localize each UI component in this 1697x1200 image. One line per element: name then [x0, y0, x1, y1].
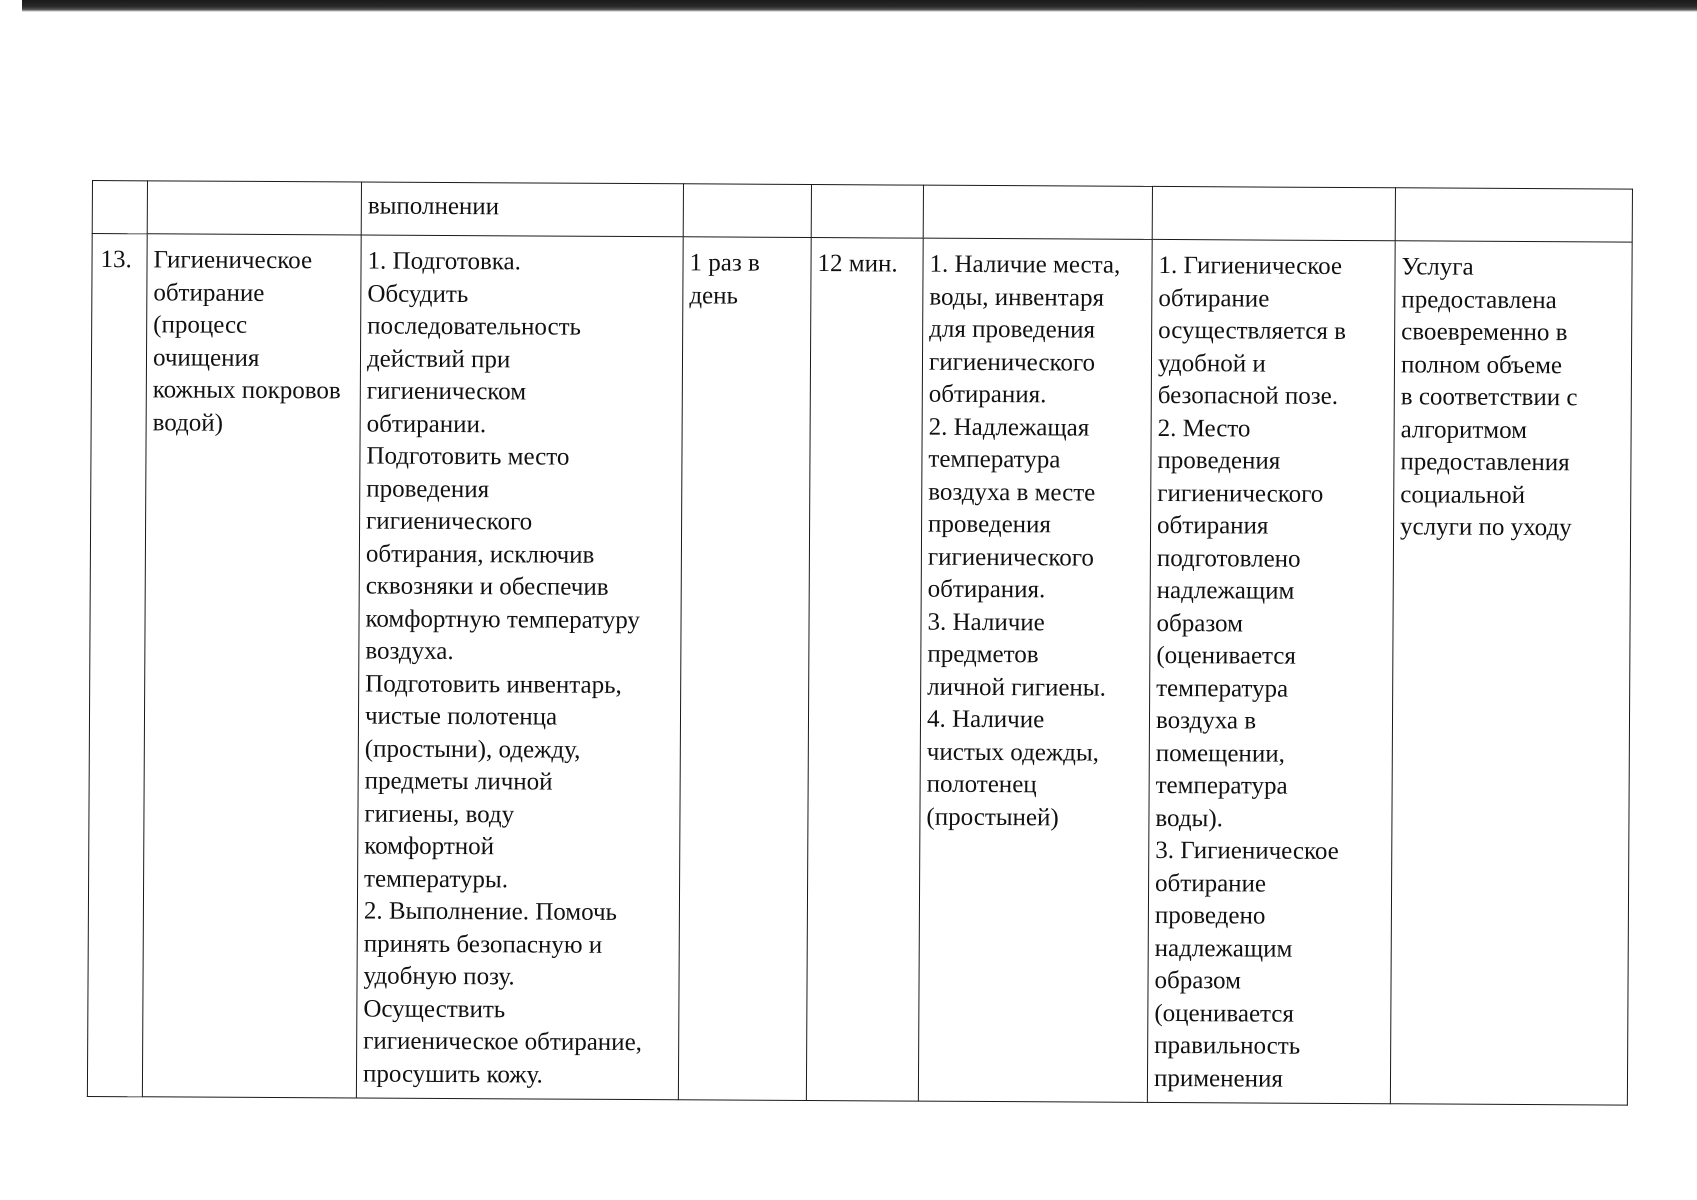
frequency-cell: 1 раз в день — [678, 237, 811, 1101]
cont-cell-duration — [811, 185, 923, 239]
cont-cell-description: выполнении — [361, 182, 683, 237]
result-cell: Услуга предоставлена своевременно в полном объеме в соответствии с алгоритмом предоставления социальной услуги по уходу — [1390, 241, 1632, 1105]
conditions-cell: 1. Наличие места, воды, инвентаря для проведения гигиенического обтирания. 2. Надлежащая температура воздуха в месте проведения гигиенического обтирания. 3. Наличие предметов личной гигиены. 4. Наличие чистых одежды, полотенец (простыней) — [918, 238, 1152, 1102]
service-standards-table — [87, 180, 1633, 1106]
document-page — [87, 180, 1632, 1106]
table-row-13 — [87, 234, 1632, 1106]
cont-cell-service-name — [147, 181, 361, 235]
scan-top-edge — [22, 0, 1697, 12]
row-number: 13. — [87, 234, 147, 1097]
cont-cell-number — [92, 181, 147, 234]
cont-cell-result — [1395, 188, 1632, 242]
cont-cell-quality-criteria — [1152, 186, 1395, 240]
duration-cell: 12 мин. — [806, 238, 923, 1102]
cont-cell-frequency — [683, 184, 811, 238]
cont-cell-conditions — [923, 185, 1152, 239]
service-description-cell: 1. Подготовка. Обсудить последовательность действий при гигиеническом обтирании. Подготовить место проведения гигиенического обтирания, исключив сквозняки и обеспечив комфортную температуру воздуха. Подготовить инвентарь, чистые полотенца (простыни), одежду, предметы личной гигиены, воду комфортной температуры. 2. Выполнение. Помочь принять безопасную и удобную позу. Осуществить гигиеническое обтирание, просушить кожу. — [356, 235, 683, 1100]
service-name-cell: Гигиеническое обтирание (процесс очищения кожных покровов водой) — [142, 234, 361, 1098]
quality-criteria-cell: 1. Гигиеническое обтирание осуществляется в удобной и безопасной позе. 2. Место проведения гигиенического обтирания подготовлено надлежащим образом (оценивается температура воздуха в помещении, температура воды). 3. Гигиеническое обтирание проведено надлежащим образом (оценивается правильность применения — [1147, 239, 1395, 1103]
table-row-continued — [92, 181, 1632, 243]
